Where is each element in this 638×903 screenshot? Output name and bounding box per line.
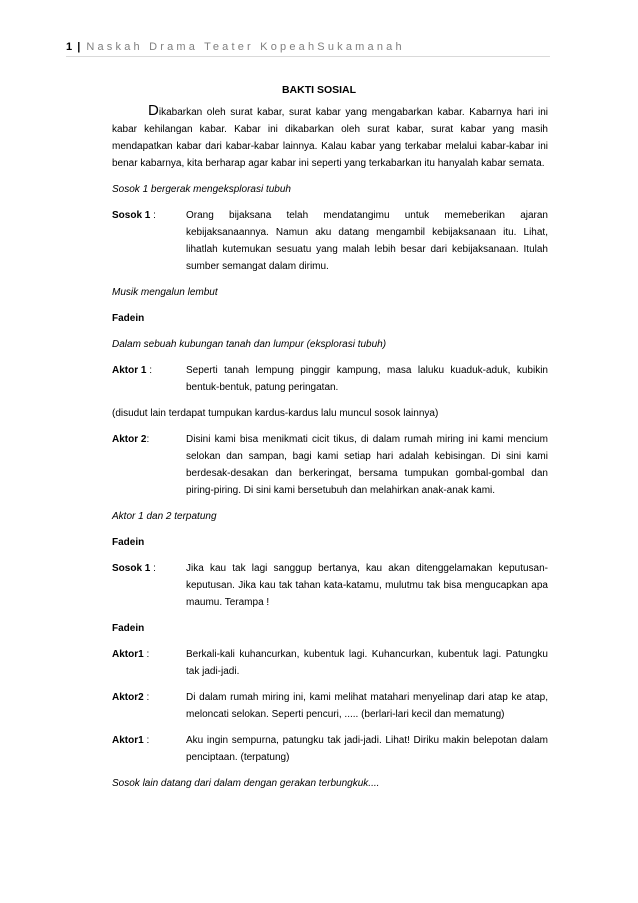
stage-note: (disudut lain terdapat tumpukan kardus-kardus lalu muncul sosok lainnya) [112, 408, 439, 419]
dialog-text: Disini kami bisa menikmati cicit tikus, di dalam rumah miring ini kami mencium selokan dan sampan, bagi kami setiap hari adalah kebisingan. Di sini kami berdesak-desakan dan berkeringat, bersama tumpukan gombal-gombal dan piring-piring. Di sini kami bersetubuh dan melahirkan anak-anak kami. [186, 434, 548, 496]
dialog-text: Berkali-kali kuhancurkan, kubentuk lagi. Kuhancurkan, kubentuk lagi. Patungku tak jadi-jadi. [186, 649, 548, 677]
scene-cue: Fadein [112, 313, 145, 324]
stage-direction: Sosok 1 bergerak mengeksplorasi tubuh [112, 184, 291, 195]
dialog-text: Aku ingin sempurna, patungku tak jadi-jadi. Lihat! Diriku makin belepotan dalam penciptaan. (terpatung) [186, 735, 548, 763]
intro-drop-letter: D [148, 102, 159, 119]
speaker-colon: : [143, 735, 150, 746]
dialog-line [112, 732, 548, 766]
intro-text: ikabarkan oleh surat kabar, surat kabar yang mengabarkan kabar. Kabarnya hari ini kabar kehilangan kabar. Kabar ini dikabarkan oleh surat kabar, surat kabar yang masih mendapatkan kabar dari kabar-kabar lainnya. Kalau kabar yang terkabar melalui kabar-kabar ini benar kabarnya, kita berharap agar kabar ini seperti yang terkabarkan itu hanyalah kabar semata. [112, 107, 548, 169]
header-divider [66, 56, 550, 57]
stage-direction: Aktor 1 dan 2 terpatung [112, 511, 217, 522]
dialog-text: Di dalam rumah miring ini, kami melihat matahari menyelinap dari atap ke atap, meloncati selokan. Seperti pencuri, ..... (berlari-lari kecil dan mematung) [186, 692, 548, 720]
speaker [112, 646, 186, 680]
speaker-name: Aktor2 [112, 692, 144, 703]
header-separator: | [77, 41, 81, 53]
speaker [112, 689, 186, 723]
stage-direction: Dalam sebuah kubungan tanah dan lumpur (eksplorasi tubuh) [112, 339, 387, 350]
dialog-line [112, 362, 548, 396]
stage-direction: Musik mengalun lembut [112, 287, 218, 298]
page-header [66, 40, 558, 54]
document-body [112, 102, 548, 792]
document-title: BAKTI SOSIAL [281, 84, 357, 96]
speaker [112, 207, 186, 275]
dialog-line [112, 207, 548, 275]
speaker-name: Aktor1 [112, 735, 144, 746]
dialog-line [112, 431, 548, 499]
speaker-name: Aktor1 [112, 649, 144, 660]
page-number: 1 [66, 41, 73, 53]
speaker-colon: : [143, 649, 150, 660]
header-title: Naskah Drama Teater KopeahSukamanah [86, 41, 405, 53]
speaker [112, 732, 186, 766]
speaker [112, 362, 186, 396]
speaker-name: Aktor 1 [112, 365, 147, 376]
speaker-colon: : [143, 692, 150, 703]
scene-cue: Fadein [112, 537, 145, 548]
speaker-colon: : [146, 365, 153, 376]
speaker-name: Sosok 1 [112, 210, 151, 221]
scene-cue: Fadein [112, 623, 145, 634]
dialog-text: Orang bijaksana telah mendatangimu untuk memeberikan ajaran kebijaksanaannya. Namun aku datang mengambil kebijaksanaan itu. Lihat, lihatlah kutemukan sesuatu yang malah lebih besar dari kebijaksanaan. Itulah sumber semangat dalam dirimu. [186, 210, 548, 272]
speaker [112, 431, 186, 499]
speaker-name: Aktor 2 [112, 434, 147, 445]
dialog-line [112, 560, 548, 611]
speaker-colon: : [150, 210, 156, 221]
speaker-colon: : [146, 434, 150, 445]
stage-direction: Sosok lain datang dari dalam dengan gerakan terbungkuk.... [112, 778, 380, 789]
dialog-line [112, 689, 548, 723]
dialog-text: Seperti tanah lempung pinggir kampung, masa laluku kuaduk-aduk, kubikin bentuk-bentuk, patung peringatan. [186, 365, 548, 393]
dialog-line [112, 646, 548, 680]
dialog-text: Jika kau tak lagi sanggup bertanya, kau akan ditenggelamakan keputusan-keputusan. Jika kau tak tahan kata-katamu, mulutmu tak bisa mengucapkan apa maumu. Terampa ! [186, 563, 548, 608]
speaker-colon: : [150, 563, 156, 574]
intro-paragraph [112, 102, 548, 172]
speaker [112, 560, 186, 611]
speaker-name: Sosok 1 [112, 563, 151, 574]
